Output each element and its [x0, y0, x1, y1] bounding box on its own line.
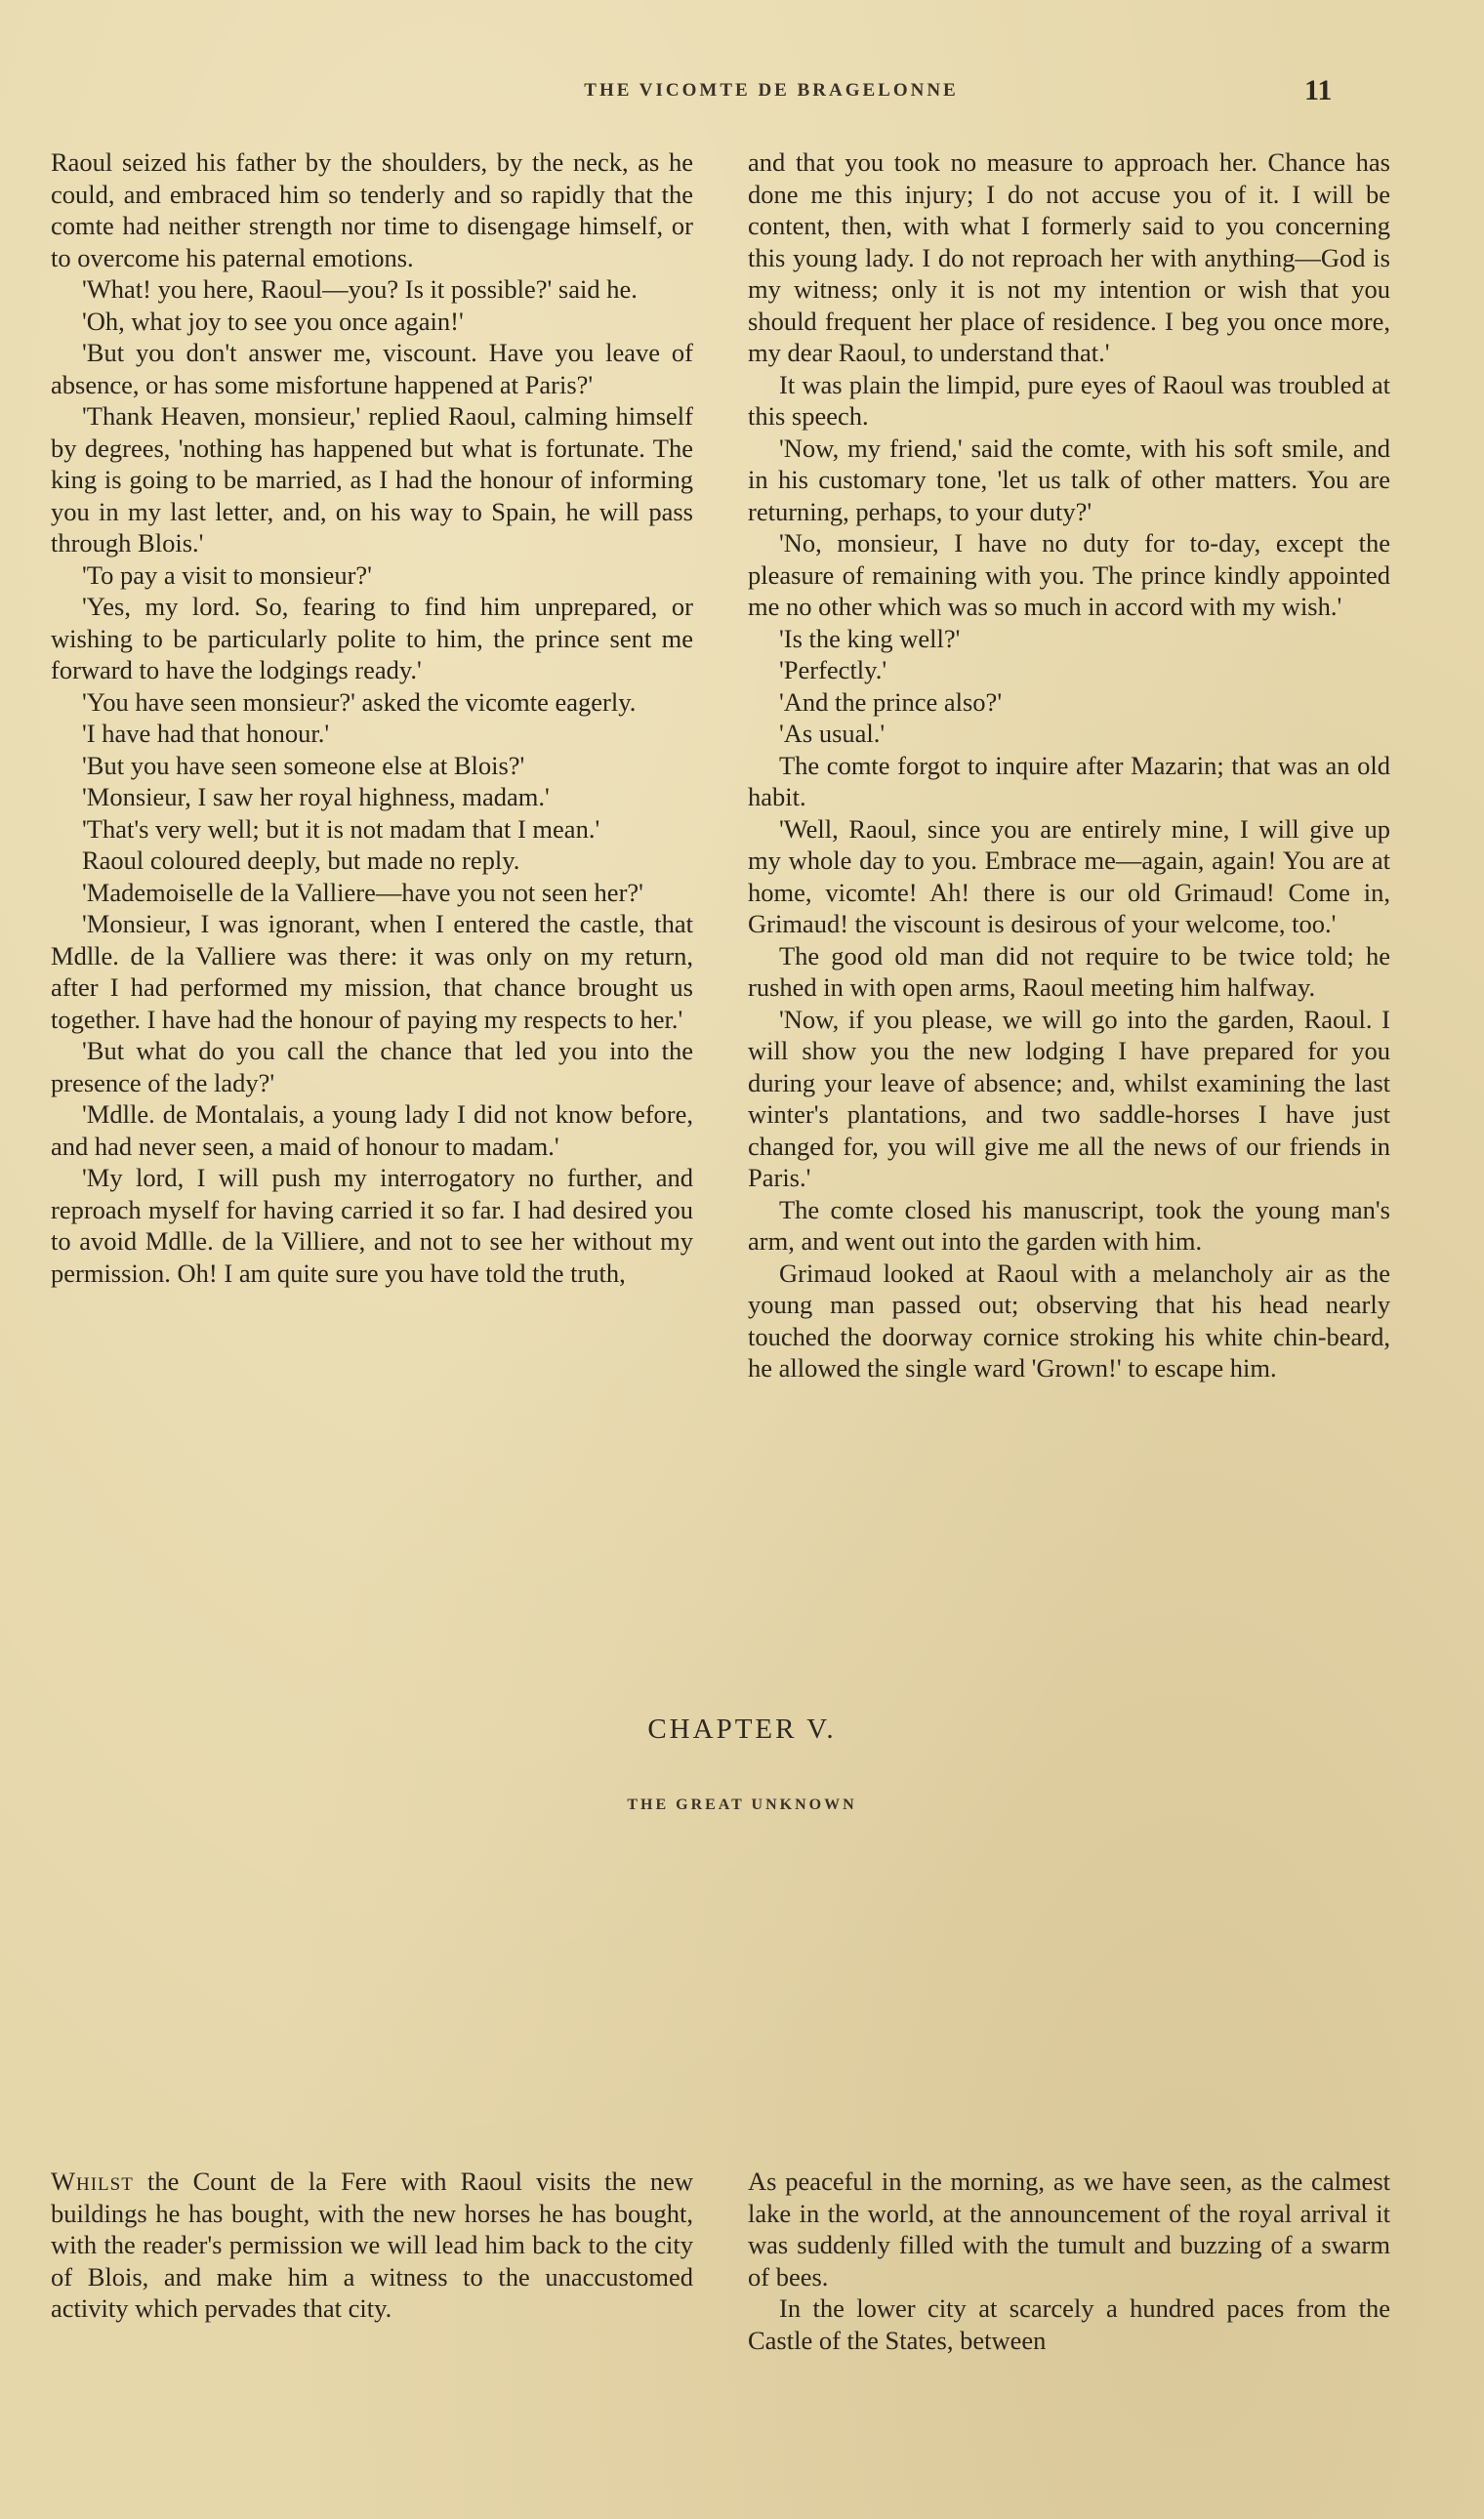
chapter-subtitle: THE GREAT UNKNOWN — [627, 1796, 857, 1813]
paragraph: 'What! you here, Raoul—you? Is it possible?' said he. — [82, 274, 638, 304]
chapter-title: CHAPTER V. — [647, 1714, 837, 1745]
bottom-left-column — [51, 2166, 693, 2325]
paragraph: 'But what do you call the chance that led you into the presence of the lady?' — [51, 1036, 693, 1097]
paragraph — [51, 2166, 693, 2325]
paragraph: 'You have seen monsieur?' asked the vicomte eagerly. — [82, 686, 637, 717]
paragraph: In the lower city at scarcely a hundred paces from the Castle of the States, between — [748, 2293, 1390, 2355]
paragraph: 'Mademoiselle de la Valliere—have you not seen her?' — [82, 877, 643, 907]
paragraph: 'Oh, what joy to see you once again!' — [82, 306, 464, 336]
paragraph: 'But you don't answer me, viscount. Have you leave of absence, or has some misfortune happened at Paris?' — [51, 338, 693, 399]
paragraph: 'Thank Heaven, monsieur,' replied Raoul, calming himself by degrees, 'nothing has happened but what is fortunate. The king is going to be married, as I had the honour of informing you in my last letter, and, on his way to Spain, he will pass through Blois.' — [51, 401, 693, 557]
paragraph: 'Well, Raoul, since you are entirely mine, I will give up my whole day to you. Embrace me—again, again! You are at home, vicomte! Ah! there is our old Grimaud! Come in, Grimaud! the viscount is desirous of your welcome, too.' — [748, 813, 1390, 938]
paragraph: 'Yes, my lord. So, fearing to find him unprepared, or wishing to be particularly polite to him, the prince sent me forward to have the lodgings ready.' — [51, 592, 693, 684]
paragraph: 'My lord, I will push my interrogatory no further, and reproach myself for having carried it so far. I had desired you to avoid Mdlle. de la Villiere, and not to see her without my permission. Oh! I am quite sure you have told the truth, — [51, 1163, 693, 1288]
paragraph: 'That's very well; but it is not madam that I mean.' — [82, 813, 600, 844]
paragraph: 'I have had that honour.' — [82, 719, 330, 748]
paragraph: 'To pay a visit to monsieur?' — [82, 559, 372, 590]
paragraph: 'Monsieur, I was ignorant, when I entered the castle, that Mdlle. de la Valliere was there: it was only on my return, after I had performed my mission, that chance brought us together. I have had the honour of paying my respects to her.' — [51, 909, 693, 1034]
top-right-column — [748, 146, 1390, 1384]
paragraph-text: the Count de la Fere with Raoul visits the new buildings he has bought, with the new horses he has bought, with the reader's permission we will lead him back to the city of Blois, and make him a witness to the unaccustomed activity which pervades that city. — [51, 2167, 693, 2323]
paragraph: The good old man did not require to be twice told; he rushed in with open arms, Raoul meeting him halfway. — [748, 940, 1390, 1002]
paragraph: The comte forgot to inquire after Mazarin; that was an old habit. — [748, 750, 1390, 811]
paragraph: Raoul seized his father by the shoulders, by the neck, as he could, and embraced him so tenderly and so rapidly that the comte had neither strength nor time to disengage himself, or to overcome his paternal emotions. — [51, 147, 693, 272]
paragraph: 'Now, my friend,' said the comte, with his soft smile, and in his customary tone, 'let us talk of other matters. You are returning, perhaps, to your duty?' — [748, 433, 1390, 526]
paragraph: 'Perfectly.' — [779, 655, 887, 684]
paragraph: 'Mdlle. de Montalais, a young lady I did not know before, and had never seen, a maid of honour to madam.' — [51, 1099, 693, 1161]
bottom-right-column — [748, 2166, 1390, 2356]
paragraph: 'Is the king well?' — [779, 623, 961, 653]
page-number: 11 — [1304, 74, 1333, 106]
paragraph: As peaceful in the morning, as we have seen, as the calmest lake in the world, at the announcement of the royal arrival it was suddenly filled with the tumult and buzzing of a swarm of bees. — [748, 2167, 1390, 2292]
paragraph: 'And the prince also?' — [779, 686, 1003, 717]
paragraph: and that you took no measure to approach her. Chance has done me this injury; I do not accuse you of it. I will be content, then, with what I formerly said to you concerning this young lady. I do not reproach her with anything—God is my witness; only it is not my intention or wish that you should frequent her place of residence. I beg you once more, my dear Raoul, to understand that.' — [748, 147, 1390, 367]
paragraph: 'Monsieur, I saw her royal highness, madam.' — [82, 782, 550, 811]
paragraph: It was plain the limpid, pure eyes of Raoul was troubled at this speech. — [748, 369, 1390, 431]
lead-word: Whilst — [51, 2167, 134, 2196]
top-left-column — [51, 146, 693, 1289]
running-head: THE VICOMTE DE BRAGELONNE — [584, 80, 959, 101]
paragraph: 'Now, if you please, we will go into the garden, Raoul. I will show you the new lodging I have prepared for you during your leave of absence; and, whilst examining the last winter's plantations, and two saddle-horses I have just changed for, you will give me all the news of our friends in Paris.' — [748, 1004, 1390, 1192]
paragraph: 'No, monsieur, I have no duty for to-day, except the pleasure of remaining with you. The prince kindly appointed me no other which was so much in accord with my wish.' — [748, 528, 1390, 621]
paragraph: 'But you have seen someone else at Blois?' — [82, 750, 525, 780]
paragraph: Raoul coloured deeply, but made no reply. — [82, 846, 520, 875]
paragraph: Grimaud looked at Raoul with a melancholy air as the young man passed out; observing that his head nearly touched the doorway cornice stroking his white chin-beard, he allowed the single ward 'Grown!' to escape him. — [748, 1258, 1390, 1383]
paragraph: 'As usual.' — [779, 719, 886, 748]
paragraph: The comte closed his manuscript, took the young man's arm, and went out into the garden with him. — [748, 1194, 1390, 1256]
